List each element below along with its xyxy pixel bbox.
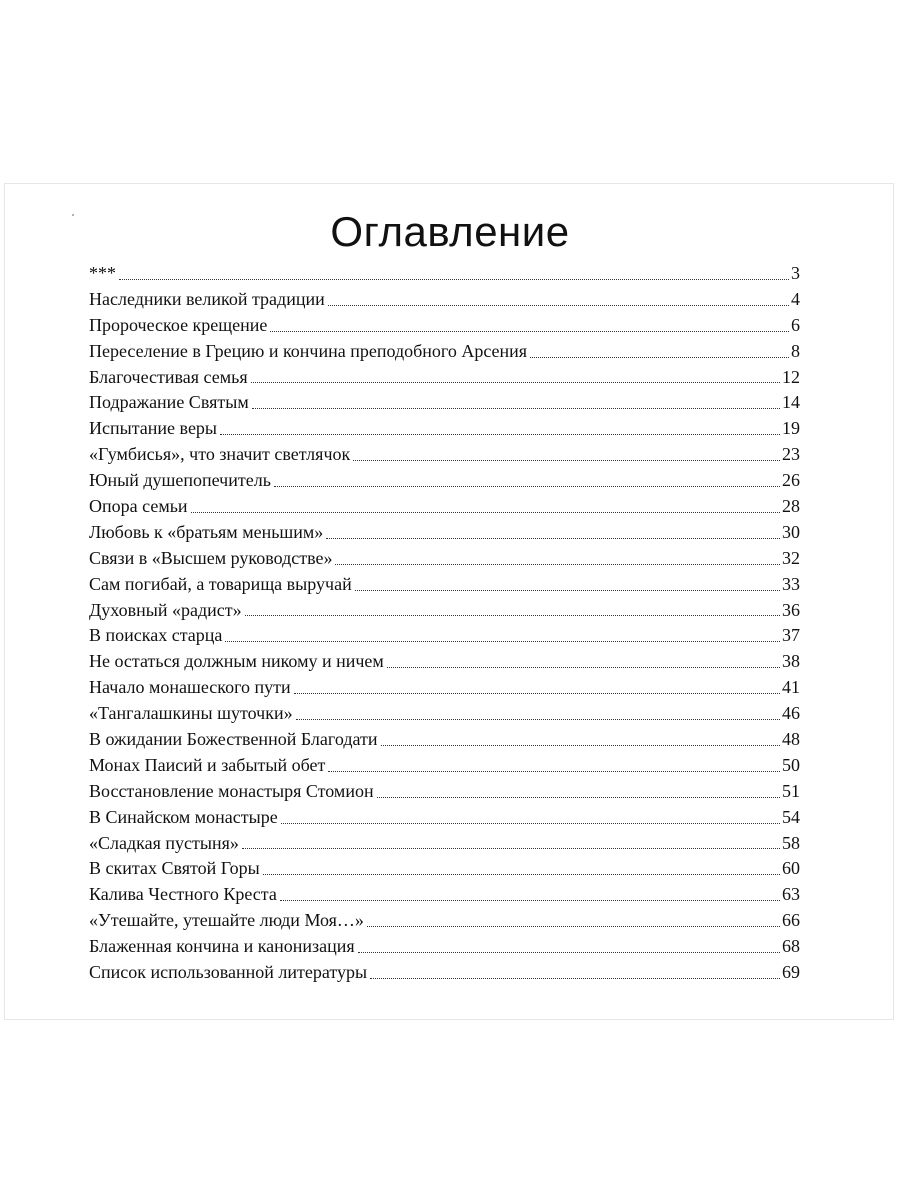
dot-leader: [326, 537, 780, 539]
toc-entry: [89, 701, 800, 727]
toc-entry-page-number: 23: [782, 444, 800, 465]
toc-entry-page-number: 51: [782, 780, 800, 801]
toc-entry-title: Наследники великой традиции: [89, 288, 325, 309]
toc-entry-title: Не остаться должным никому и ничем: [89, 651, 384, 672]
dot-leader: [242, 847, 780, 849]
toc-entry-page-number: 14: [782, 392, 800, 413]
toc-entry-title: Калива Честного Креста: [89, 884, 277, 905]
dot-leader: [353, 459, 780, 461]
toc-entry-page-number: 48: [782, 729, 800, 750]
toc-entry: [89, 494, 800, 520]
dot-leader: [245, 614, 780, 616]
toc-entry-page-number: 50: [782, 754, 800, 775]
toc-entry: [89, 934, 800, 960]
toc-entry: [89, 727, 800, 753]
toc-entry-title: «Сладкая пустыня»: [89, 832, 239, 853]
toc-entry: [89, 287, 800, 313]
toc-entry-page-number: 26: [782, 470, 800, 491]
toc-entry-page-number: 58: [782, 832, 800, 853]
toc-entry-page-number: 19: [782, 418, 800, 439]
toc-entry: [89, 753, 800, 779]
toc-entry-page-number: 41: [782, 677, 800, 698]
toc-entry: [89, 442, 800, 468]
toc-entry-page-number: 3: [791, 263, 800, 283]
toc-entry-page-number: 32: [782, 547, 800, 568]
toc-entry-title: Любовь к «братьям меньшим»: [89, 521, 324, 542]
toc-entry-page-number: 4: [791, 288, 800, 309]
dot-leader: [328, 304, 789, 306]
toc-entry-page-number: 38: [782, 651, 800, 672]
dot-leader: [387, 666, 780, 668]
toc-entry: [89, 908, 800, 934]
toc-entry: [89, 779, 800, 805]
toc-entry-title: «Утешайте, утешайте люди Моя…»: [89, 910, 364, 931]
toc-entry-title: Монах Паисий и забытый обет: [89, 754, 326, 775]
toc-entry-page-number: 37: [782, 625, 800, 646]
toc-entry-page-number: 54: [782, 806, 800, 827]
dot-leader: [263, 873, 780, 875]
toc-entry-page-number: 68: [782, 936, 800, 957]
toc-entry-title: В скитах Святой Горы: [89, 858, 260, 879]
dot-leader: [191, 511, 780, 513]
toc-entry-title: Подражание Святым: [89, 392, 249, 413]
toc-entry-page-number: 30: [782, 521, 800, 542]
toc-entry-title: Духовный «радист»: [89, 599, 242, 620]
toc-entry-page-number: 66: [782, 910, 800, 931]
toc-entry: [89, 623, 800, 649]
dot-leader: [220, 433, 780, 435]
dot-leader: [328, 770, 780, 772]
toc-entry: [89, 339, 800, 365]
toc-entry-page-number: 8: [791, 340, 800, 361]
toc-entry-title: Связи в «Высшем руководстве»: [89, 547, 333, 568]
toc-entry-title: ***: [89, 263, 116, 283]
dot-leader: [274, 485, 780, 487]
dot-leader: [335, 563, 780, 565]
toc-entry: [89, 598, 800, 624]
dot-leader: [296, 718, 780, 720]
dot-leader: [281, 822, 780, 824]
toc-entry-title: В Синайском монастыре: [89, 806, 278, 827]
toc-entry-title: Блаженная кончина и канонизация: [89, 936, 355, 957]
dot-leader: [381, 744, 780, 746]
toc-entry-title: Пророческое крещение: [89, 314, 268, 335]
toc-entry-page-number: 6: [791, 314, 800, 335]
toc-entry-page-number: 33: [782, 573, 800, 594]
page-title: Оглавление: [330, 208, 570, 255]
toc-entry: [89, 805, 800, 831]
toc-entry-title: Начало монашеского пути: [89, 677, 291, 698]
dot-leader: [270, 330, 789, 332]
toc-entry: [89, 649, 800, 675]
toc-entry-title: Список использованной литературы: [89, 962, 368, 983]
dot-leader: [355, 589, 780, 591]
toc-entry-page-number: 60: [782, 858, 800, 879]
toc-entry: [89, 572, 800, 598]
toc-entry-page-number: 69: [782, 962, 800, 983]
toc-entry: [89, 882, 800, 908]
dot-leader: [252, 407, 780, 409]
toc-entry: [89, 468, 800, 494]
toc-entry-title: В ожидании Божественной Благодати: [89, 729, 378, 750]
toc-entry-page-number: 36: [782, 599, 800, 620]
toc-entry-page-number: 46: [782, 703, 800, 724]
toc-entry-title: Юный душепопечитель: [89, 470, 271, 491]
toc-entry: [89, 546, 800, 572]
toc-entry: [89, 675, 800, 701]
dot-leader: [530, 356, 789, 358]
toc-entry-page-number: 63: [782, 884, 800, 905]
dot-leader: [280, 899, 780, 901]
toc-entry-title: Переселение в Грецию и кончина преподобного Арсения: [89, 340, 528, 361]
toc-entry: [89, 960, 800, 986]
dot-leader: [367, 925, 780, 927]
toc-entry: [89, 856, 800, 882]
toc-entry-title: Опора семьи: [89, 496, 188, 517]
dot-leader: [251, 381, 780, 383]
toc-entry: [89, 390, 800, 416]
toc-entry-title: Испытание веры: [89, 418, 218, 439]
dot-leader: [225, 640, 780, 642]
toc-entry-page-number: 12: [782, 366, 800, 387]
dot-leader: [370, 977, 780, 979]
toc-entry: [89, 313, 800, 339]
dot-leader: [377, 796, 780, 798]
toc-entry-title: Восстановление монастыря Стомион: [89, 780, 374, 801]
toc-entry-title: Сам погибай, а товарища выручай: [89, 573, 352, 594]
toc-entry: [89, 261, 800, 287]
dot-leader: [294, 692, 780, 694]
toc-entry-page-number: 28: [782, 496, 800, 517]
toc-entry: [89, 520, 800, 546]
toc-entry: [89, 416, 800, 442]
toc-entry-title: Благочестивая семья: [89, 366, 248, 387]
toc-entry: [89, 831, 800, 857]
dot-leader: [358, 951, 780, 953]
toc-entry: [89, 365, 800, 391]
toc-entry-title: «Тангалашкины шуточки»: [89, 703, 293, 724]
table-of-contents: [89, 261, 800, 986]
dot-leader: [119, 278, 789, 280]
toc-entry-title: В поисках старца: [89, 625, 223, 646]
toc-entry-title: «Гумбисья», что значит светлячок: [89, 444, 351, 465]
